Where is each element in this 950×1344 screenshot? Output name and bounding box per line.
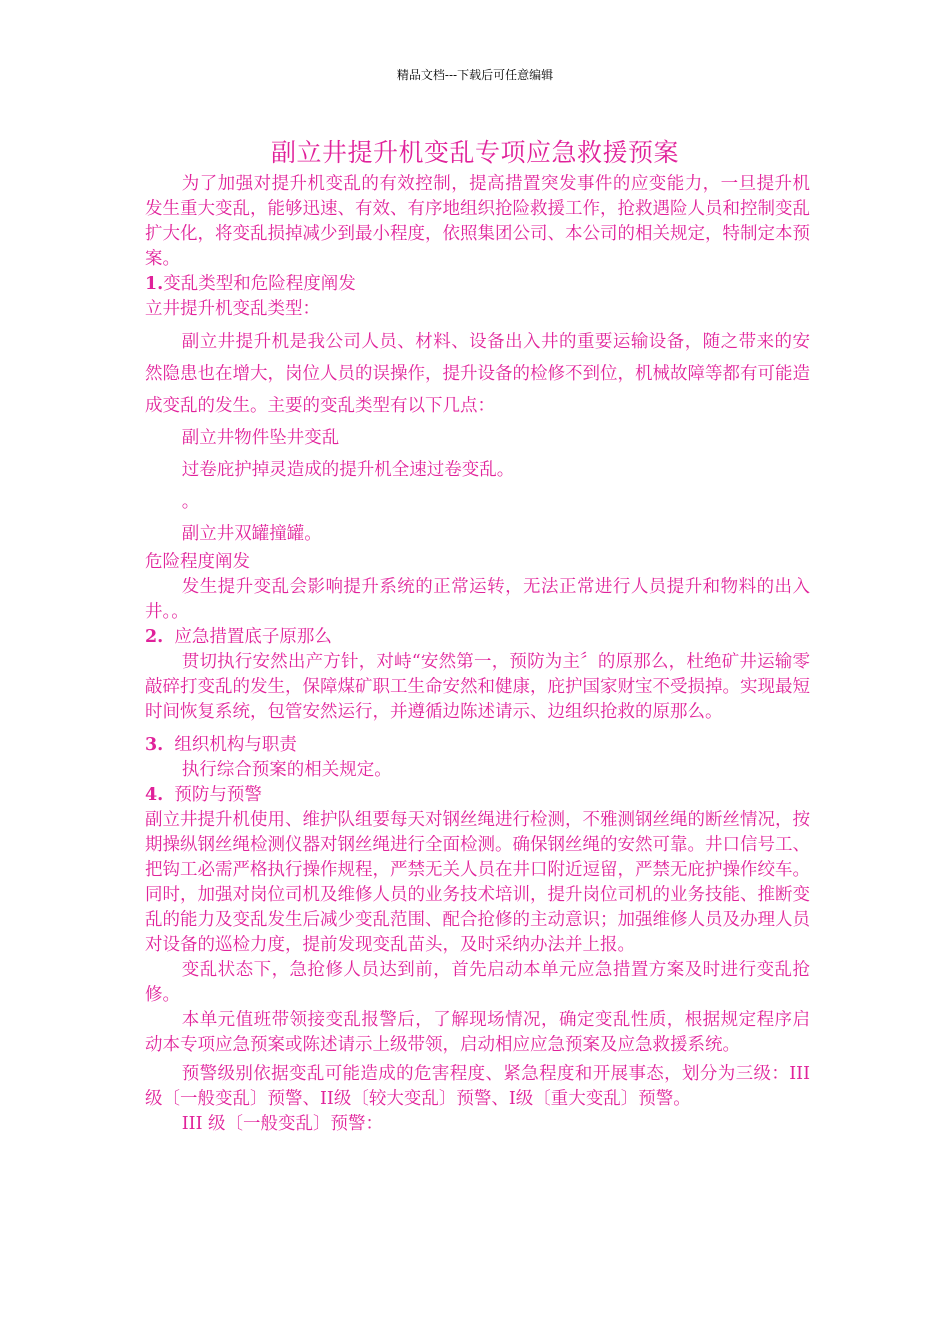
section-4-heading: [145, 783, 810, 808]
section-4-paragraph-3: 本单元值班带领接变乱报警后，了解现场情况，确定变乱性质，根据规定程序启动本专项应急预案或陈述请示上级带领，启动相应应急预案及应急救援系统。: [145, 1010, 810, 1055]
section-number: 3.: [145, 735, 164, 755]
section-number: 4.: [145, 785, 164, 805]
section-number: 2.: [145, 627, 164, 647]
section-4-paragraph-4: 预警级别依据变乱可能造成的危害程度、紧急程度和开展事态，划分为三级：III级〔一般变乱〕预警、II级〔较大变乱〕预警、Ⅰ级〔重大变乱〕预警。: [145, 1064, 810, 1109]
accident-type-item: 副立井双罐撞罐。: [181, 524, 322, 544]
section-4-paragraph-1: 副立井提升机使用、维护队组要每天对钢丝绳进行检测，不雅测钢丝绳的断丝情况，按期操纵钢丝绳检测仪器对钢丝绳进行全面检测。确保钢丝绳的安然可靠。井口信号工、把钩工必需严格执行操作规程，严禁无关人员在井口附近逗留，严禁无庇护操作绞车。同时，加强对岗位司机及维修人员的业务技术培训，提升岗位司机的业务技能、推断变乱的能力及变乱发生后减少变乱范围、配合抢修的主动意识；加强维修人员及办理人员对设备的巡检力度，提前发现变乱苗头，及时采纳办法并上报。: [145, 810, 810, 955]
section-3-paragraph: 执行综合预案的相关规定。: [181, 760, 392, 780]
accident-type-item: 过卷庇护掉灵造成的提升机全速过卷变乱。: [181, 460, 515, 480]
section-title: 变乱类型和危险程度阐发: [163, 274, 356, 294]
section-title: 组织机构与职责: [174, 735, 297, 755]
risk-paragraph: 发生提升变乱会影响提升系统的正常运转，无法正常进行人员提升和物料的出入井。。: [145, 577, 810, 622]
section-4-paragraph-2: 变乱状态下，急抢修人员达到前，首先启动本单元应急措置方案及时进行变乱抢修。: [145, 960, 810, 1005]
section-1-paragraph: 副立井提升机是我公司人员、材料、设备出入井的重要运输设备，随之带来的安然隐患也在增大，岗位人员的误操作，提升设备的检修不到位，机械故障等都有可能造成变乱的发生。主要的变乱类型有以下几点：: [145, 332, 810, 416]
section-3-heading: [145, 733, 810, 758]
section-2-paragraph: 贯切执行安然出产方针，对峙“安然第一，预防为主〞的原那么，杜绝矿井运输零敲碎打变乱的发生，保障煤矿职工生命安然和健康，庇护国家财宝不受损掉。实现最短时间恢复系统，包管安然运行，并遵循边陈述请示、边组织抢救的原那么。: [145, 652, 810, 722]
section-number: 1.: [145, 274, 164, 294]
document-title: 副立井提升机变乱专项应急救援预案: [270, 138, 679, 167]
section-1-subheading-risk: 危险程度阐发: [145, 552, 250, 572]
section-title: 应急措置底子原那么: [174, 627, 332, 647]
header-note: 精品文档---下载后可任意编辑: [396, 68, 554, 82]
document-body: [145, 172, 810, 1137]
section-title: 预防与预警: [174, 785, 262, 805]
intro-paragraph: 为了加强对提升机变乱的有效控制，提高措置突发事件的应变能力，一旦提升机发生重大变乱，能够迅速、有效、有序地组织抢险救援工作，抢救遇险人员和控制变乱扩大化，将变乱损掉减少到最小程度，依照集团公司、本公司的相关规定，特制定本预案。: [145, 174, 810, 269]
accident-type-item: 。: [181, 492, 200, 512]
section-2-heading: [145, 625, 810, 650]
accident-type-item: 副立井物件坠井变乱: [181, 428, 340, 448]
section-1-heading: [145, 272, 810, 297]
section-1-subheading-types: 立井提升机变乱类型：: [145, 299, 320, 319]
section-4-paragraph-5: III 级〔一般变乱〕预警：: [181, 1114, 384, 1134]
